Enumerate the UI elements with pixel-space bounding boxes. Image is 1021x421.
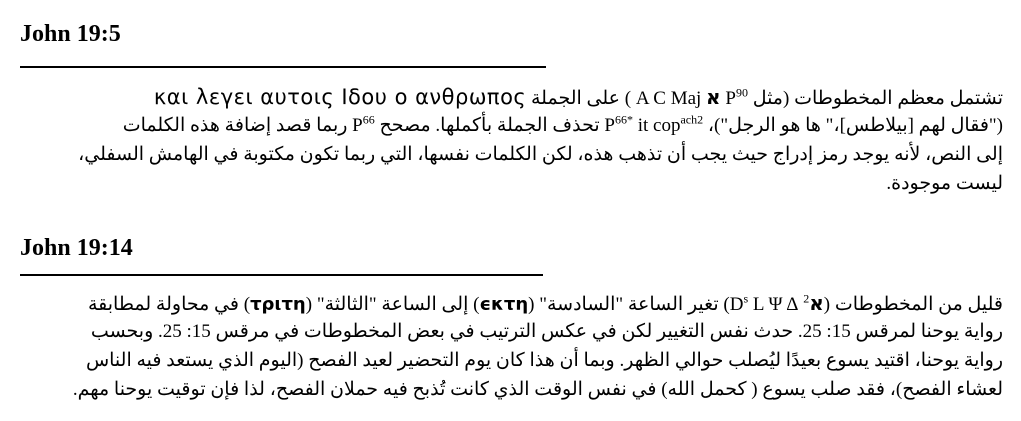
paragraph-line: تشتمل معظم المخطوطات (مثل $P^{90}$ א A C Maj ) على الجملة και λεγει αυτοις Ιδου ο ανθρωπος [153,85,1003,109]
section-heading-john-19-5: John 19:5 [20,21,121,47]
paragraph-line: رواية يوحنا، اقتيد يسوع بعيدًا ليُصلب حوالي الظهر. وبما أن هذا كان يوم التحضير لعيد الفصح (اليوم الذي يستعد فيه الناس [85,350,1003,371]
paragraph-line: ("فقال لهم [بيلاطس]،" ها هو الرجل")، $P^{66*}$ it cop$^{ach2}$ تحذف الجملة بأكملها. مصحح $P^{66}$ ربما قصد إضافة هذه الكلمات [122,112,1003,136]
heading-underline [20,274,543,276]
paragraph-line: لعشاء الفصح)، فقد صلب يسوع ( كحمل الله) في نفس الوقت الذي كانت تُذبح فيه حملان الفصح، لذا فإن توقيت يوحنا مهم. [72,379,1003,400]
heading-underline [20,66,546,68]
section-heading-john-19-14: John 19:14 [20,235,133,261]
paragraph-line: إلى النص، لأنه يوجد رمز إدراج حيث يجب أن تذهب هذه، لكن الكلمات نفسها، التي ربما تكون مكتوبة في الهامش السفلي، [78,144,1003,165]
paragraph-line: رواية يوحنا لمرقس 15: 25. حدث نفس التغيير لكن في عكس الترتيب في بعض المخطوطات في مرقس 15: 25. وبحسب [90,321,1003,342]
paragraph-line: ليست موجودة. [886,173,1003,194]
paragraph-line: قليل من المخطوطات (א$^2$ $D^s$ L Ψ Δ) تغير الساعة "السادسة" (ϵκτη) إلى الساعة "الثالثة" (τριτη) في محاولة لمطابقة [87,291,1003,315]
